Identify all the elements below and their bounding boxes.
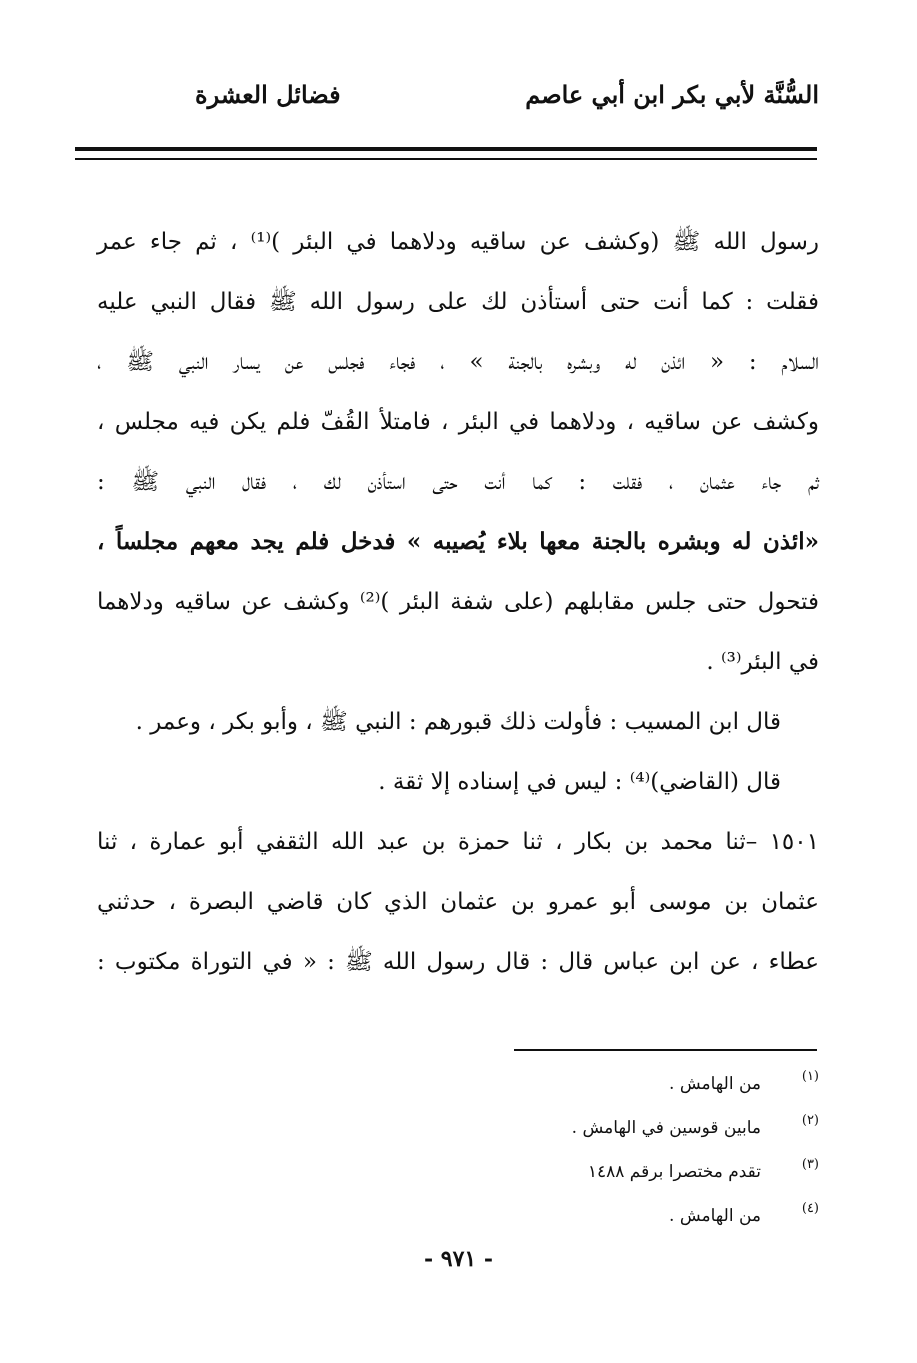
text-line: في البئر⁽³⁾ . [706, 649, 819, 675]
text-line: وكشف عن ساقيه ، ودلاهما في البئر ، فامتلأ القُفّ فلم يكن فيه مجلس ، [97, 409, 819, 435]
page-header [0, 72, 917, 122]
footnote-number: (٢) [801, 1113, 819, 1128]
page-number: - ٩٧١ - [423, 1246, 494, 1272]
text-line: «ائذن له وبشره بالجنة معها بلاء يُصيبه » فدخل فلم يجد معهم مجلساً ، [97, 528, 819, 555]
book-title: السُّنَّة لأبي بكر ابن أبي عاصم [525, 80, 819, 109]
hadith-number-line: ١٥٠١ –ثنا محمد بن بكار ، ثنا حمزة بن عبد الله الثقفي أبو عمارة ، ثنا [97, 829, 819, 855]
header-rule-thin [75, 158, 817, 160]
footnote [419, 1106, 819, 1150]
main-text [97, 212, 819, 992]
text-line: قال ابن المسيب : فأولت ذلك قبورهم : النبي ﷺ ، وأبو بكر ، وعمر . [135, 709, 781, 735]
footnotes [419, 1062, 819, 1238]
footnote-number: (٤) [801, 1201, 819, 1216]
footnote [419, 1150, 819, 1194]
footnote-text: تقدم مختصرا برقم ١٤٨٨ [587, 1162, 761, 1182]
footnote-number: (١) [801, 1069, 819, 1084]
footnote-divider [514, 1049, 817, 1051]
footnote [419, 1194, 819, 1238]
text-line: ثم جاء عثمان ، فقلت : كما أنت حتى استأذن لك ، فقال النبي ﷺ : [97, 469, 819, 495]
footnote-number: (٣) [801, 1157, 819, 1172]
text-line: السلام : « ائذن له وبشره بالجنة » ، فجاء فجلس عن يسار النبي ﷺ ، [97, 349, 819, 375]
text-line: فتحول حتى جلس مقابلهم (على شفة البئر )⁽²⁾ وكشف عن ساقيه ودلاهما [97, 589, 819, 615]
section-title: فضائل العشرة [195, 80, 341, 109]
header-rule-thick [75, 147, 817, 151]
footnote-text: مابين قوسين في الهامش . [571, 1118, 761, 1138]
footnote [419, 1062, 819, 1106]
text-line: رسول الله ﷺ (وكشف عن ساقيه ودلاهما في البئر )⁽¹⁾ ، ثم جاء عمر [97, 229, 819, 255]
footnote-text: من الهامش . [669, 1206, 761, 1226]
text-line: فقلت : كما أنت حتى أستأذن لك على رسول الله ﷺ فقال النبي عليه [97, 289, 819, 315]
footnote-text: من الهامش . [669, 1074, 761, 1094]
text-line: عثمان بن موسى أبو عمرو بن عثمان الذي كان قاضي البصرة ، حدثني [97, 889, 819, 915]
text-line: قال (القاضي)⁽⁴⁾ : ليس في إسناده إلا ثقة . [378, 769, 781, 795]
text-line: عطاء ، عن ابن عباس قال : قال رسول الله ﷺ : « في التوراة مكتوب : [97, 949, 819, 975]
